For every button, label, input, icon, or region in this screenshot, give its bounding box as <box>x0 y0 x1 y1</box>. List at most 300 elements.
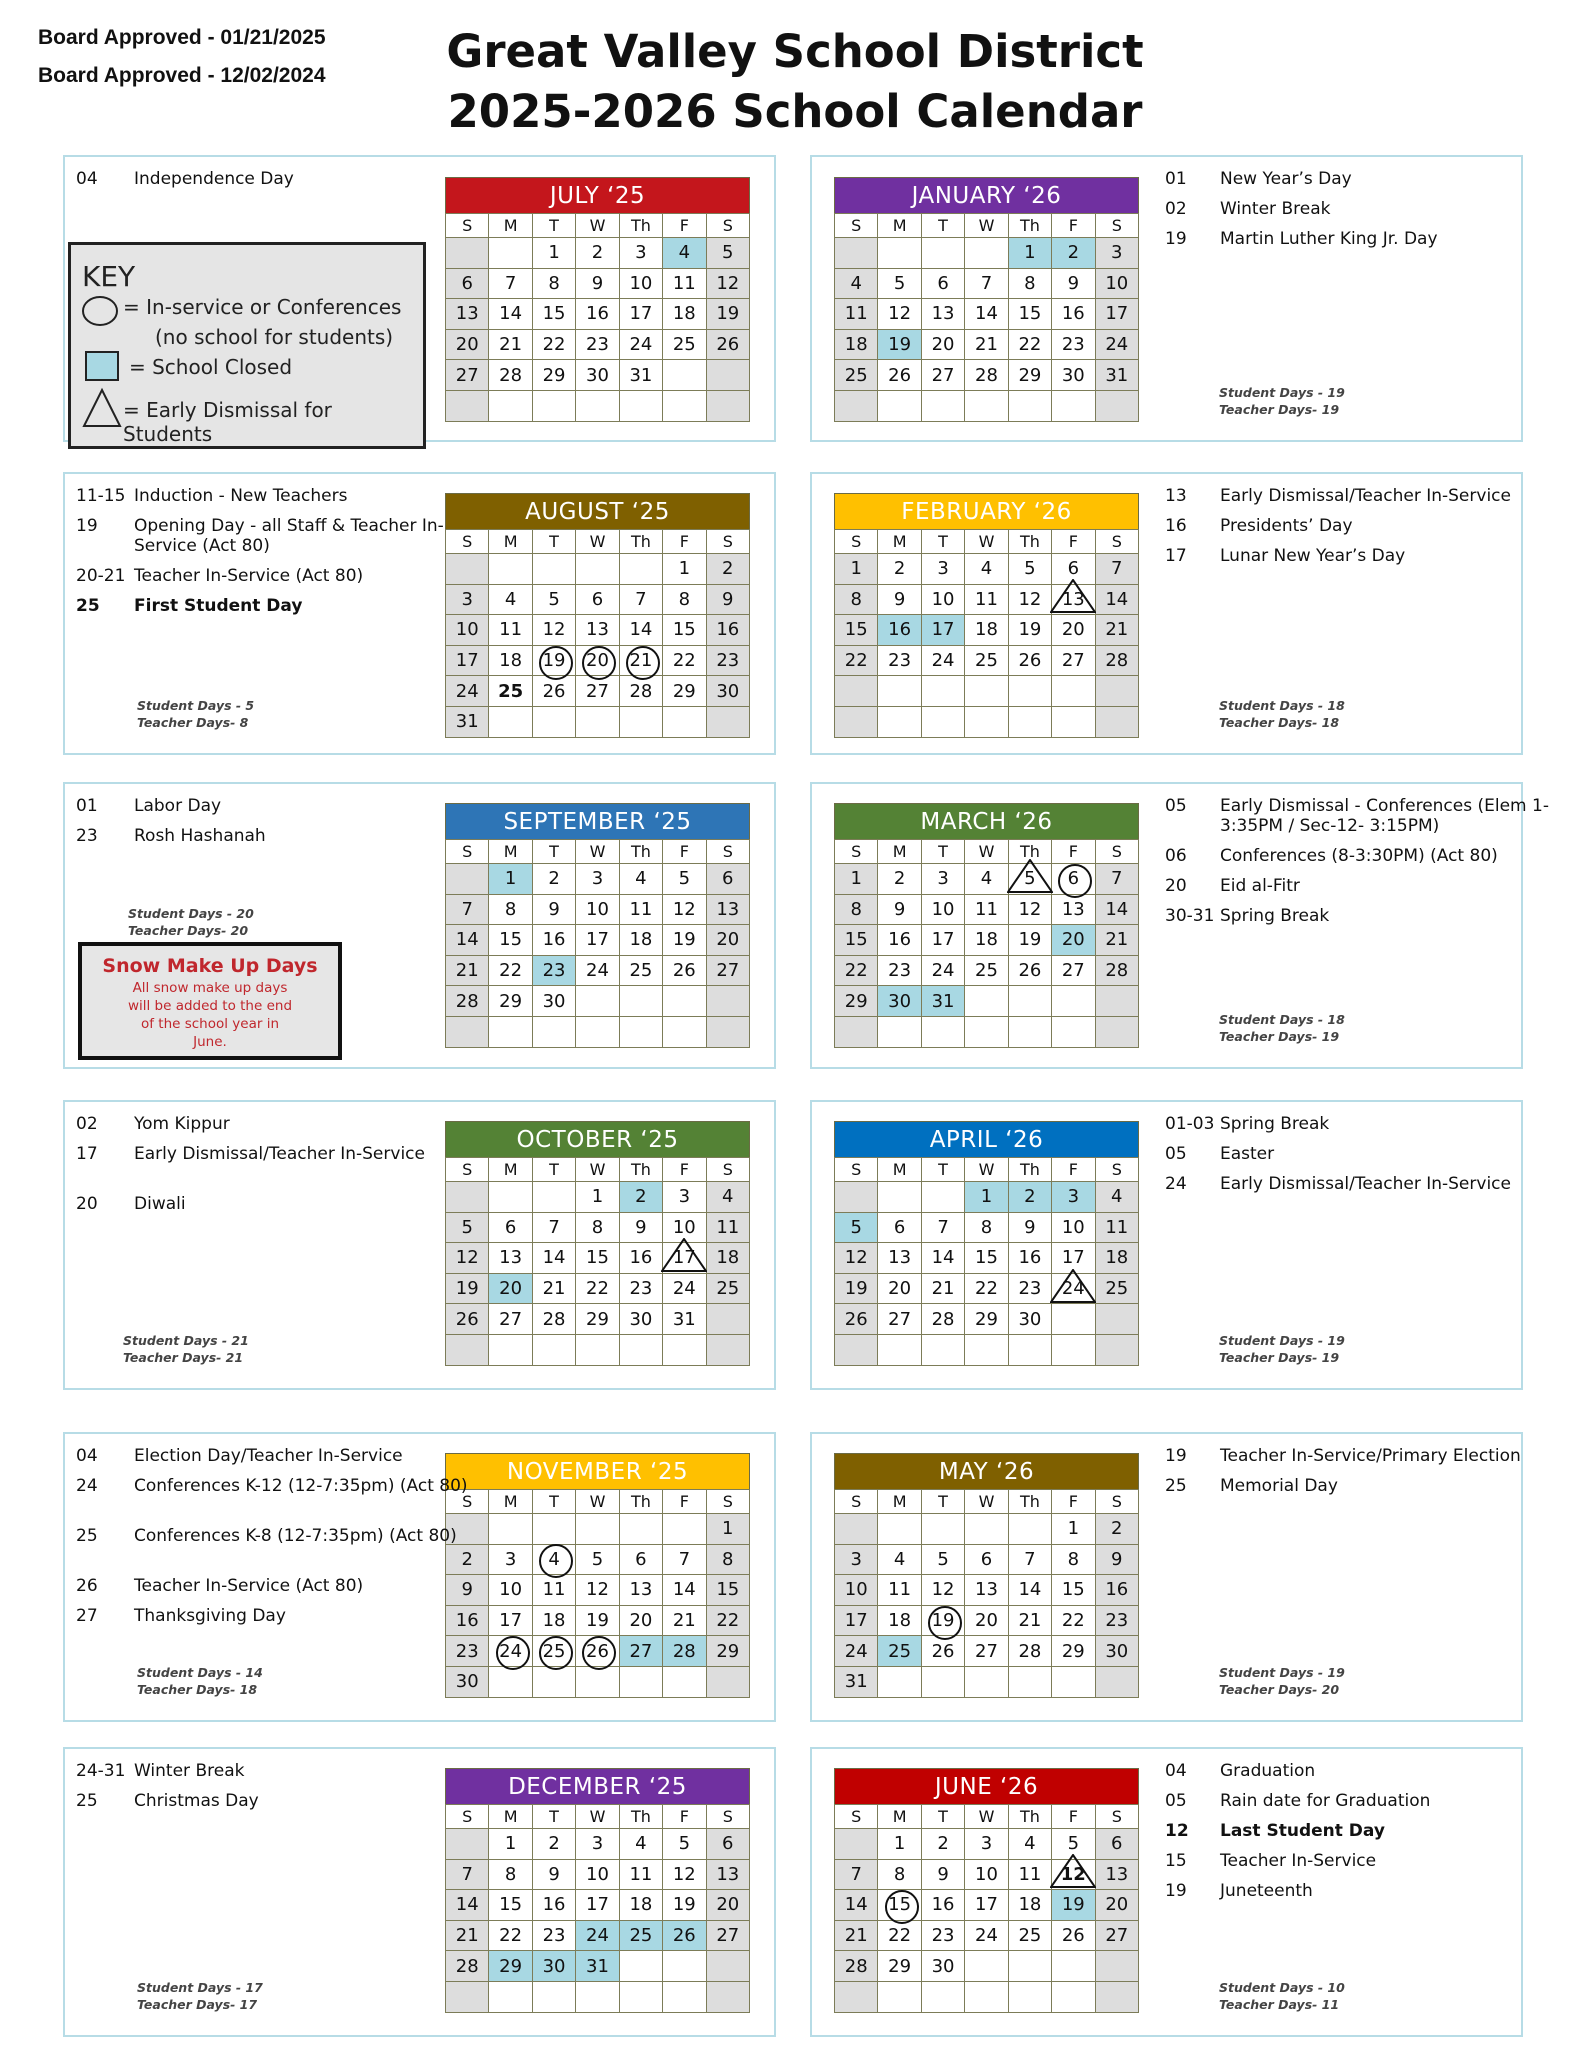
page-title: Great Valley School District <box>446 25 1144 78</box>
day-number: 26 <box>931 1640 955 1662</box>
empty-cell <box>1095 390 1138 421</box>
day-cell <box>706 268 749 299</box>
event-date: 05 <box>1165 1791 1187 1811</box>
day-number: 2 <box>1024 1186 1036 1208</box>
day-number: 8 <box>591 1216 604 1238</box>
empty-cell <box>619 1666 662 1697</box>
weekday-header: S <box>835 1158 878 1182</box>
day-number: 28 <box>499 364 523 386</box>
day-number: 18 <box>888 1610 912 1632</box>
empty-cell <box>1095 706 1138 737</box>
day-number: 18 <box>1105 1247 1129 1269</box>
day-cell <box>965 329 1008 360</box>
weekday-header: S <box>1095 1805 1138 1829</box>
event-item <box>1165 1851 1377 1871</box>
weekday-header: M <box>489 214 532 238</box>
day-counts <box>128 905 254 939</box>
day-number: 5 <box>893 272 906 294</box>
empty-cell <box>835 1016 878 1047</box>
day-cell <box>532 268 575 299</box>
empty-cell <box>921 390 964 421</box>
day-cell <box>921 360 964 391</box>
event-item <box>76 596 303 616</box>
day-cell <box>532 238 575 269</box>
day-number: 7 <box>1111 558 1123 580</box>
day-counts <box>1219 1979 1345 2013</box>
day-number: 9 <box>937 1863 949 1885</box>
day-cell <box>619 268 662 299</box>
day-number: 9 <box>548 1863 560 1885</box>
month-calendar-dec <box>445 1768 750 2013</box>
event-date: 20 <box>76 1194 98 1214</box>
day-number: 12 <box>888 303 912 325</box>
day-number: 15 <box>1018 303 1042 325</box>
day-cell <box>921 986 964 1017</box>
day-number: 14 <box>1105 898 1129 920</box>
day-number: 14 <box>455 1894 479 1916</box>
event-date: 19 <box>76 516 98 536</box>
day-cell <box>878 1304 921 1335</box>
empty-cell <box>1008 1016 1051 1047</box>
day-cell <box>619 1212 662 1243</box>
student-days: Student Days - 19 <box>1219 1665 1345 1680</box>
day-cell <box>1008 1182 1051 1213</box>
day-number: 31 <box>1105 364 1129 386</box>
empty-cell <box>878 676 921 707</box>
empty-cell <box>576 1334 619 1365</box>
day-cell <box>532 1212 575 1243</box>
day-number: 30 <box>455 1671 479 1693</box>
day-cell <box>663 955 706 986</box>
day-number: 4 <box>1024 1833 1036 1855</box>
empty-cell <box>878 1514 921 1545</box>
month-header: MAY ‘26 <box>834 1453 1139 1489</box>
empty-cell <box>1095 676 1138 707</box>
day-cell <box>878 1212 921 1243</box>
weekday-header: W <box>965 530 1008 554</box>
day-number: 17 <box>499 1610 523 1632</box>
day-number: 6 <box>893 1216 906 1238</box>
day-cell <box>1052 1859 1095 1890</box>
day-number: 24 <box>975 1925 998 1947</box>
day-cell <box>1095 268 1138 299</box>
day-cell <box>576 645 619 676</box>
day-number: 5 <box>850 1216 862 1238</box>
day-number: 21 <box>1105 929 1129 951</box>
day-number: 13 <box>931 303 955 325</box>
day-cell <box>446 1636 489 1667</box>
day-number: 11 <box>1105 1216 1129 1238</box>
empty-cell <box>532 1334 575 1365</box>
day-cell <box>619 1636 662 1667</box>
day-cell <box>921 268 964 299</box>
day-number: 19 <box>586 1610 609 1632</box>
event-item <box>76 1446 403 1466</box>
weekday-header: M <box>489 1490 532 1514</box>
day-cell <box>1052 1212 1095 1243</box>
day-cell <box>1095 1859 1138 1890</box>
day-number: 31 <box>844 1671 868 1693</box>
empty-cell <box>446 238 489 269</box>
weekday-header: S <box>706 1158 749 1182</box>
weekday-header: S <box>835 214 878 238</box>
day-number: 24 <box>931 960 955 982</box>
day-number: 16 <box>1105 1579 1129 1601</box>
weekday-header: Th <box>619 1490 662 1514</box>
day-number: 24 <box>586 960 609 982</box>
day-number: 10 <box>975 1863 998 1885</box>
day-cell <box>1095 1920 1138 1951</box>
day-number: 12 <box>1018 588 1042 610</box>
day-number: 9 <box>635 1216 647 1238</box>
empty-cell <box>663 1334 706 1365</box>
day-number: 22 <box>542 334 566 356</box>
event-item <box>76 566 364 586</box>
day-cell <box>878 299 921 330</box>
day-number: 5 <box>678 868 691 890</box>
day-number: 25 <box>498 680 524 702</box>
day-cell <box>835 1859 878 1890</box>
empty-cell <box>1052 1981 1095 2012</box>
day-cell <box>532 1273 575 1304</box>
month-grid <box>834 529 1139 738</box>
empty-cell <box>965 238 1008 269</box>
day-cell <box>965 268 1008 299</box>
day-cell <box>1008 1920 1051 1951</box>
empty-cell <box>1052 1666 1095 1697</box>
event-date: 16 <box>1165 516 1187 536</box>
day-number: 18 <box>1018 1894 1042 1916</box>
key-inservice-sublabel: (no school for students) <box>155 325 394 349</box>
day-cell <box>835 1636 878 1667</box>
day-cell <box>835 894 878 925</box>
day-number: 2 <box>461 1548 473 1570</box>
empty-cell <box>532 1016 575 1047</box>
day-number: 2 <box>937 1833 949 1855</box>
day-number: 19 <box>1018 929 1042 951</box>
empty-cell <box>619 986 662 1017</box>
day-number: 19 <box>542 650 566 672</box>
day-number: 15 <box>975 1247 998 1269</box>
month-grid <box>445 839 750 1048</box>
day-number: 23 <box>455 1640 479 1662</box>
month-grid <box>445 1157 750 1366</box>
day-number: 19 <box>888 334 912 356</box>
day-cell <box>921 329 964 360</box>
day-number: 7 <box>504 272 517 294</box>
weekday-header: T <box>921 1490 964 1514</box>
day-number: 30 <box>1105 1640 1129 1662</box>
empty-cell <box>706 1334 749 1365</box>
day-cell <box>706 1212 749 1243</box>
day-number: 15 <box>586 1247 609 1269</box>
teacher-days: Teacher Days- 21 <box>123 1350 244 1365</box>
event-date: 05 <box>1165 796 1187 816</box>
day-cell <box>663 925 706 956</box>
event-item <box>1165 796 1549 836</box>
day-cell <box>965 1890 1008 1921</box>
event-text: Election Day/Teacher In-Service <box>134 1446 403 1466</box>
teacher-days: Teacher Days- 20 <box>128 923 249 938</box>
day-number: 28 <box>1105 960 1129 982</box>
day-number: 29 <box>975 1308 998 1330</box>
day-cell <box>706 1182 749 1213</box>
day-number: 17 <box>455 650 479 672</box>
day-cell <box>1052 238 1095 269</box>
day-number: 22 <box>1018 334 1042 356</box>
day-cell <box>706 238 749 269</box>
day-number: 29 <box>542 364 566 386</box>
weekday-header: Th <box>1008 214 1051 238</box>
day-cell <box>921 955 964 986</box>
empty-cell <box>835 1514 878 1545</box>
empty-cell <box>921 676 964 707</box>
event-item <box>76 1194 186 1214</box>
day-cell <box>706 925 749 956</box>
month-header: JUNE ‘26 <box>834 1768 1139 1804</box>
day-number: 19 <box>716 303 740 325</box>
day-number: 9 <box>1024 1216 1036 1238</box>
weekday-header: Th <box>1008 1490 1051 1514</box>
day-cell <box>619 1605 662 1636</box>
day-number: 20 <box>888 1278 912 1300</box>
empty-cell <box>532 1981 575 2012</box>
event-item <box>76 1526 457 1546</box>
day-number: 7 <box>548 1216 560 1238</box>
empty-cell <box>921 1182 964 1213</box>
day-cell <box>1052 1544 1095 1575</box>
day-number: 16 <box>586 303 609 325</box>
event-date: 17 <box>1165 546 1187 566</box>
empty-cell <box>878 1981 921 2012</box>
day-cell <box>532 1605 575 1636</box>
event-text: Thanksgiving Day <box>134 1606 286 1626</box>
day-cell <box>921 1605 964 1636</box>
day-number: 14 <box>629 619 653 641</box>
day-number: 26 <box>672 960 696 982</box>
day-number: 31 <box>672 1308 696 1330</box>
day-cell <box>1095 894 1138 925</box>
day-cell <box>965 1304 1008 1335</box>
day-number: 30 <box>931 1955 955 1977</box>
event-item <box>76 1144 425 1164</box>
day-number: 7 <box>980 272 993 294</box>
day-cell <box>706 676 749 707</box>
weekday-header: T <box>532 1158 575 1182</box>
day-cell <box>576 615 619 646</box>
event-text: Juneteenth <box>1220 1881 1313 1901</box>
event-date: 25 <box>76 1526 98 1546</box>
day-number: 2 <box>893 558 906 580</box>
day-number: 16 <box>629 1247 653 1269</box>
empty-cell <box>835 238 878 269</box>
empty-cell <box>489 390 532 421</box>
day-number: 28 <box>672 1640 696 1662</box>
day-number: 1 <box>591 1186 604 1208</box>
day-number: 20 <box>1061 619 1085 641</box>
day-number: 5 <box>548 588 560 610</box>
day-number: 25 <box>629 960 653 982</box>
day-cell <box>532 864 575 895</box>
empty-cell <box>706 1951 749 1982</box>
day-number: 24 <box>1061 1278 1085 1300</box>
day-number: 24 <box>586 1925 609 1947</box>
empty-cell <box>965 1951 1008 1982</box>
day-cell <box>706 955 749 986</box>
event-item <box>1165 1821 1385 1841</box>
month-calendar-aug <box>445 493 750 738</box>
day-cell <box>663 299 706 330</box>
weekday-header: F <box>663 530 706 554</box>
weekday-header: F <box>1052 1805 1095 1829</box>
weekday-header: F <box>663 1805 706 1829</box>
day-number: 21 <box>542 1278 566 1300</box>
day-number: 18 <box>672 303 696 325</box>
empty-cell <box>1095 1334 1138 1365</box>
day-number: 13 <box>499 1247 523 1269</box>
day-number: 5 <box>722 242 734 264</box>
event-date: 20 <box>1165 876 1187 896</box>
weekday-header: M <box>489 1158 532 1182</box>
month-grid <box>834 1157 1139 1366</box>
day-counts <box>1219 1011 1345 1045</box>
event-item <box>1165 486 1511 506</box>
empty-cell <box>878 238 921 269</box>
empty-cell <box>1095 1666 1138 1697</box>
day-cell <box>835 925 878 956</box>
day-number: 2 <box>591 242 604 264</box>
day-cell <box>706 584 749 615</box>
day-cell <box>576 1575 619 1606</box>
day-number: 2 <box>893 868 906 890</box>
day-cell <box>706 1273 749 1304</box>
day-cell <box>1095 1544 1138 1575</box>
day-cell <box>576 1212 619 1243</box>
day-cell <box>576 955 619 986</box>
day-number: 26 <box>716 334 740 356</box>
event-date: 17 <box>76 1144 98 1164</box>
event-date: 30-31 <box>1165 906 1215 926</box>
empty-cell <box>446 1334 489 1365</box>
weekday-header: F <box>1052 1158 1095 1182</box>
day-number: 24 <box>844 1640 868 1662</box>
weekday-header: W <box>965 1158 1008 1182</box>
empty-cell <box>706 360 749 391</box>
month-grid <box>834 213 1139 422</box>
event-item <box>1165 1761 1316 1781</box>
day-cell <box>1008 955 1051 986</box>
day-cell <box>489 986 532 1017</box>
day-cell <box>706 1636 749 1667</box>
day-number: 22 <box>499 1925 523 1947</box>
day-number: 13 <box>1061 898 1085 920</box>
weekday-header: T <box>921 214 964 238</box>
student-days: Student Days - 19 <box>1219 385 1345 400</box>
day-cell <box>663 1920 706 1951</box>
day-cell <box>446 1859 489 1890</box>
circle-icon <box>81 295 119 327</box>
day-cell <box>1095 1212 1138 1243</box>
event-item <box>76 1761 245 1781</box>
day-number: 1 <box>850 558 862 580</box>
weekday-header: W <box>965 1805 1008 1829</box>
event-item <box>1165 1144 1275 1164</box>
day-number: 17 <box>1105 303 1129 325</box>
day-cell <box>446 329 489 360</box>
empty-cell <box>532 1514 575 1545</box>
day-number: 17 <box>586 1894 609 1916</box>
event-date: 01-03 <box>1165 1114 1215 1134</box>
weekday-header: T <box>532 1805 575 1829</box>
empty-cell <box>1052 1304 1095 1335</box>
day-number: 21 <box>844 1925 868 1947</box>
day-number: 28 <box>1105 650 1129 672</box>
day-cell <box>965 1920 1008 1951</box>
day-cell <box>965 299 1008 330</box>
event-item <box>1165 229 1438 249</box>
day-cell <box>532 676 575 707</box>
day-cell <box>576 864 619 895</box>
event-text: Diwali <box>134 1194 186 1214</box>
day-cell <box>619 645 662 676</box>
day-number: 12 <box>672 898 696 920</box>
day-cell <box>1008 894 1051 925</box>
day-number: 19 <box>1018 619 1042 641</box>
day-number: 5 <box>461 1216 473 1238</box>
day-cell <box>706 299 749 330</box>
day-cell <box>878 1605 921 1636</box>
day-cell <box>446 986 489 1017</box>
event-text: Early Dismissal/Teacher In-Service <box>134 1144 425 1164</box>
day-number: 12 <box>931 1579 955 1601</box>
day-number: 1 <box>678 558 691 580</box>
day-cell <box>532 1575 575 1606</box>
day-number: 19 <box>1061 1894 1085 1916</box>
day-cell <box>965 1212 1008 1243</box>
event-date: 01 <box>76 796 98 816</box>
day-cell <box>706 1243 749 1274</box>
event-date: 02 <box>1165 199 1187 219</box>
day-number: 18 <box>975 929 998 951</box>
day-cell <box>576 1920 619 1951</box>
day-cell <box>1095 1605 1138 1636</box>
day-number: 15 <box>1061 1579 1085 1601</box>
empty-cell <box>965 1334 1008 1365</box>
weekday-header: S <box>835 1805 878 1829</box>
day-cell <box>619 955 662 986</box>
day-cell <box>576 299 619 330</box>
day-number: 3 <box>678 1186 691 1208</box>
day-cell <box>619 676 662 707</box>
empty-cell <box>489 1182 532 1213</box>
day-number: 16 <box>455 1610 479 1632</box>
empty-cell <box>576 390 619 421</box>
day-cell <box>489 864 532 895</box>
event-date: 25 <box>76 1791 98 1811</box>
event-text: Last Student Day <box>1220 1821 1385 1841</box>
day-cell <box>1095 360 1138 391</box>
day-cell <box>619 1544 662 1575</box>
weekday-header: F <box>663 840 706 864</box>
day-cell <box>835 645 878 676</box>
weekday-header: W <box>576 840 619 864</box>
day-number: 27 <box>586 680 609 702</box>
day-cell <box>532 1636 575 1667</box>
day-number: 8 <box>1024 272 1036 294</box>
day-number: 30 <box>1018 1308 1042 1330</box>
month-calendar-mar <box>834 803 1139 1048</box>
day-number: 23 <box>542 960 566 982</box>
